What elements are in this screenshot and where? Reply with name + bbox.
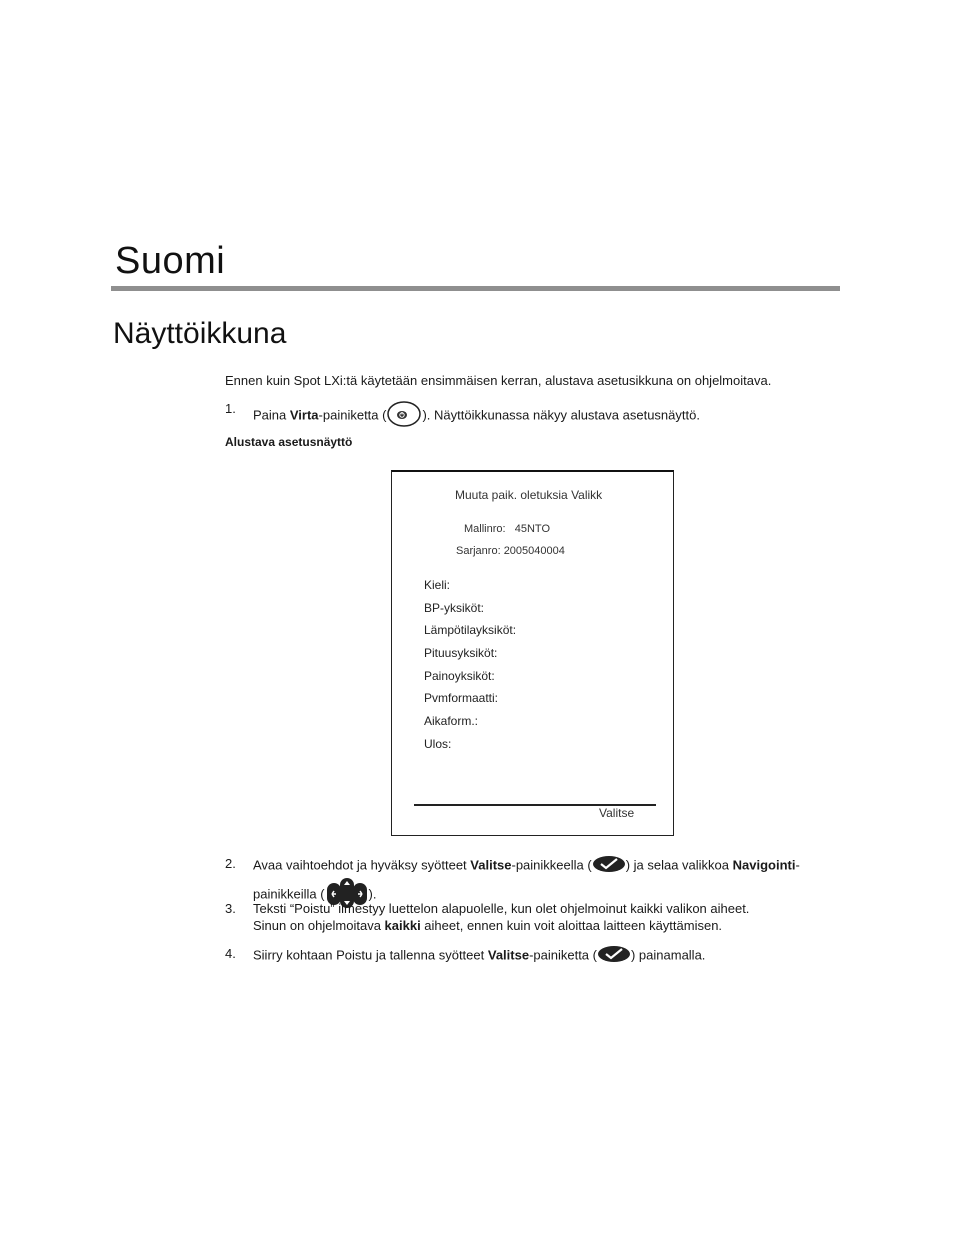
- figure-caption: Alustava asetusnäyttö: [225, 435, 353, 449]
- menu-item[interactable]: Pituusyksiköt:: [424, 646, 498, 661]
- intro-text: Ennen kuin Spot LXi:tä käytetään ensimmäisen kerran, alustava asetusikkuna on ohjelmoitava.: [225, 373, 772, 388]
- step-number: 2.: [225, 856, 236, 871]
- step-text: Avaa vaihtoehdot ja hyväksy syötteet Valitse-painikkeella ( ) ja selaa valikkoa Navigointi- painikkeilla ( ).: [253, 855, 845, 913]
- menu-item[interactable]: Painoyksiköt:: [424, 668, 495, 683]
- step-text: Teksti “Poistu” ilmestyy luettelon alapuolelle, kun olet ohjelmoinut kaikki valikon aiheet. Sinun on ohjelmoitava kaikki aiheet, ennen kuin voit aloittaa laitteen käyttämisen.: [253, 901, 750, 933]
- menu-item[interactable]: BP-yksiköt:: [424, 600, 485, 615]
- screen-title: Muuta paik. oletuksia Valikk: [455, 488, 603, 502]
- step-text: Paina Virta-painiketta ( ). Näyttöikkunassa näkyy alustava asetusnäyttö.: [253, 400, 845, 432]
- menu-item[interactable]: Pvmformaatti:: [424, 691, 499, 706]
- page-title: Suomi: [115, 240, 226, 282]
- title-divider: [111, 286, 840, 291]
- step-3: [225, 900, 845, 934]
- section-title: Näyttöikkuna: [113, 317, 287, 350]
- select-check-icon: [597, 945, 631, 967]
- step-1: [225, 400, 845, 432]
- step-4: [225, 945, 845, 967]
- step-number: 3.: [225, 901, 236, 916]
- serial-number: Sarjanro: 2005040004: [456, 545, 565, 557]
- model-number: Mallinro: 45NTO: [464, 523, 551, 535]
- step-number: 4.: [225, 946, 236, 961]
- step-text: Siirry kohtaan Poistu ja tallenna syötteet Valitse-painiketta ( ) painamalla.: [253, 945, 845, 967]
- step-number: 1.: [225, 401, 236, 416]
- menu-item[interactable]: Kieli:: [424, 578, 451, 592]
- softkey-select[interactable]: Valitse: [599, 806, 635, 820]
- menu-item[interactable]: Aikaform.:: [424, 714, 479, 729]
- initial-setup-screen: [391, 470, 674, 836]
- power-button-icon: [386, 400, 422, 432]
- settings-menu: [424, 578, 516, 760]
- menu-item[interactable]: Ulos:: [424, 736, 452, 751]
- select-check-icon: [592, 855, 626, 877]
- menu-item[interactable]: Lämpötilayksiköt:: [424, 623, 517, 638]
